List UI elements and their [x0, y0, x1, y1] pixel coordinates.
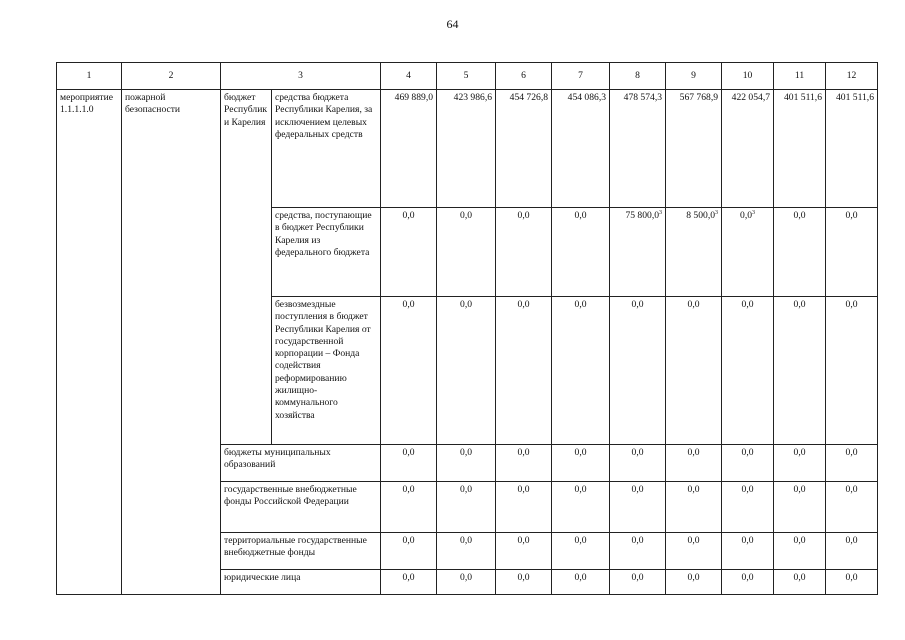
value-cell: 478 574,3 — [610, 90, 666, 208]
value-cell: 0,0 — [774, 533, 826, 570]
value-cell: 0,0 — [666, 482, 722, 533]
value-cell: 0,0 — [610, 445, 666, 482]
value-cell: 0,0 — [437, 482, 496, 533]
value-cell: 0,0 — [496, 297, 552, 445]
value-cell: 0,0 — [774, 208, 826, 297]
row-label: юридические лица — [221, 570, 381, 595]
header-cell: 1 — [57, 63, 122, 90]
budget-group-label: бюджет Республики Карелия — [221, 90, 272, 445]
value-cell: 0,0 — [666, 297, 722, 445]
row-label: безвозмездные поступления в бюджет Республики Карелия от государственной корпорации – Фонда содействия реформированию жилищно-коммунального хозяйства — [272, 297, 381, 445]
footnote-mark: 3 — [659, 209, 663, 216]
value-cell: 0,0 — [826, 570, 878, 595]
value-cell: 0,0 — [774, 297, 826, 445]
value-cell: 8 500,0$^3$ — [666, 208, 722, 297]
value-cell: 0,0 — [496, 533, 552, 570]
value-cell: 0,0 — [774, 570, 826, 595]
header-cell: 5 — [437, 63, 496, 90]
row-label: средства, поступающие в бюджет Республики Карелия из федерального бюджета — [272, 208, 381, 297]
value-cell: 0,0 — [552, 445, 610, 482]
value-cell: 0,0 — [437, 533, 496, 570]
header-cell: 9 — [666, 63, 722, 90]
value-cell: 454 086,3 — [552, 90, 610, 208]
value-cell: 567 768,9 — [666, 90, 722, 208]
value-cell: 0,0 — [381, 570, 437, 595]
row-label: государственные внебюджетные фонды Российской Федерации — [221, 482, 381, 533]
value-cell: $0,0^3$ — [722, 208, 774, 297]
activity-name: пожарной безопасности — [122, 90, 221, 595]
value-cell: 0,0 — [496, 482, 552, 533]
value-cell: 0,0 — [826, 297, 878, 445]
header-cell: 12 — [826, 63, 878, 90]
value-cell: 0,0 — [381, 482, 437, 533]
value-cell: 0,0 — [381, 208, 437, 297]
value-cell: 0,0 — [610, 297, 666, 445]
value-cell: 0,0 — [552, 297, 610, 445]
value-cell: 0,0 — [774, 445, 826, 482]
value-cell: 0,0 — [552, 482, 610, 533]
header-cell: 11 — [774, 63, 826, 90]
value-cell: 0,0 — [552, 533, 610, 570]
value-cell: 0,0 — [722, 445, 774, 482]
header-cell: 7 — [552, 63, 610, 90]
funding-table — [56, 62, 878, 595]
value-cell: 469 889,0 — [381, 90, 437, 208]
value-cell: 0,0 — [437, 570, 496, 595]
value-cell: 454 726,8 — [496, 90, 552, 208]
header-row — [57, 63, 878, 90]
footnote-mark: 3 — [752, 209, 756, 216]
value-cell: 0,0 — [437, 208, 496, 297]
row-label: территориальные государственные внебюджетные фонды — [221, 533, 381, 570]
value-cell: 0,0 — [496, 208, 552, 297]
value-cell: 0,0 — [666, 445, 722, 482]
value-cell: 0,0 — [722, 570, 774, 595]
value-cell: 0,0 — [826, 482, 878, 533]
value-cell: 401 511,6 — [826, 90, 878, 208]
header-cell: 3 — [221, 63, 381, 90]
value-cell: 0,0 — [826, 445, 878, 482]
value-cell: 0,0 — [552, 570, 610, 595]
header-cell: 10 — [722, 63, 774, 90]
value-cell: 0,0 — [610, 482, 666, 533]
row-label: бюджеты муниципальных образований — [221, 445, 381, 482]
value-cell: 0,0 — [666, 570, 722, 595]
footnote-mark: 3 — [715, 209, 719, 216]
value-cell: 0,0 — [437, 445, 496, 482]
row-label: средства бюджета Республики Карелия, за исключением целевых федеральных средств — [272, 90, 381, 208]
value-cell: 0,0 — [722, 482, 774, 533]
value-cell: 0,0 — [722, 297, 774, 445]
value-cell: 0,0 — [381, 297, 437, 445]
value-cell: 0,0 — [381, 445, 437, 482]
value-cell: 0,0 — [610, 533, 666, 570]
value-cell: 422 054,7 — [722, 90, 774, 208]
table-row — [57, 90, 878, 208]
value-cell: 0,0 — [610, 570, 666, 595]
value-cell: 0,0 — [666, 533, 722, 570]
value-cell: 0,0 — [437, 297, 496, 445]
value-cell: 0,0 — [552, 208, 610, 297]
value-cell: 0,0 — [774, 482, 826, 533]
value-cell: 75 800,0$^3$ — [610, 208, 666, 297]
header-cell: 6 — [496, 63, 552, 90]
value-cell: 401 511,6 — [774, 90, 826, 208]
value-cell: 0,0 — [496, 445, 552, 482]
header-cell: 8 — [610, 63, 666, 90]
activity-code: мероприятие 1.1.1.1.0 — [57, 90, 122, 595]
value-cell: 0,0 — [496, 570, 552, 595]
page-number: 64 — [446, 17, 459, 31]
value-cell: 0,0 — [826, 533, 878, 570]
value-cell: 0,0 — [722, 533, 774, 570]
value-cell: 0,0 — [381, 533, 437, 570]
header-cell: 4 — [381, 63, 437, 90]
header-cell: 2 — [122, 63, 221, 90]
value-cell: 423 986,6 — [437, 90, 496, 208]
value-cell: 0,0 — [826, 208, 878, 297]
